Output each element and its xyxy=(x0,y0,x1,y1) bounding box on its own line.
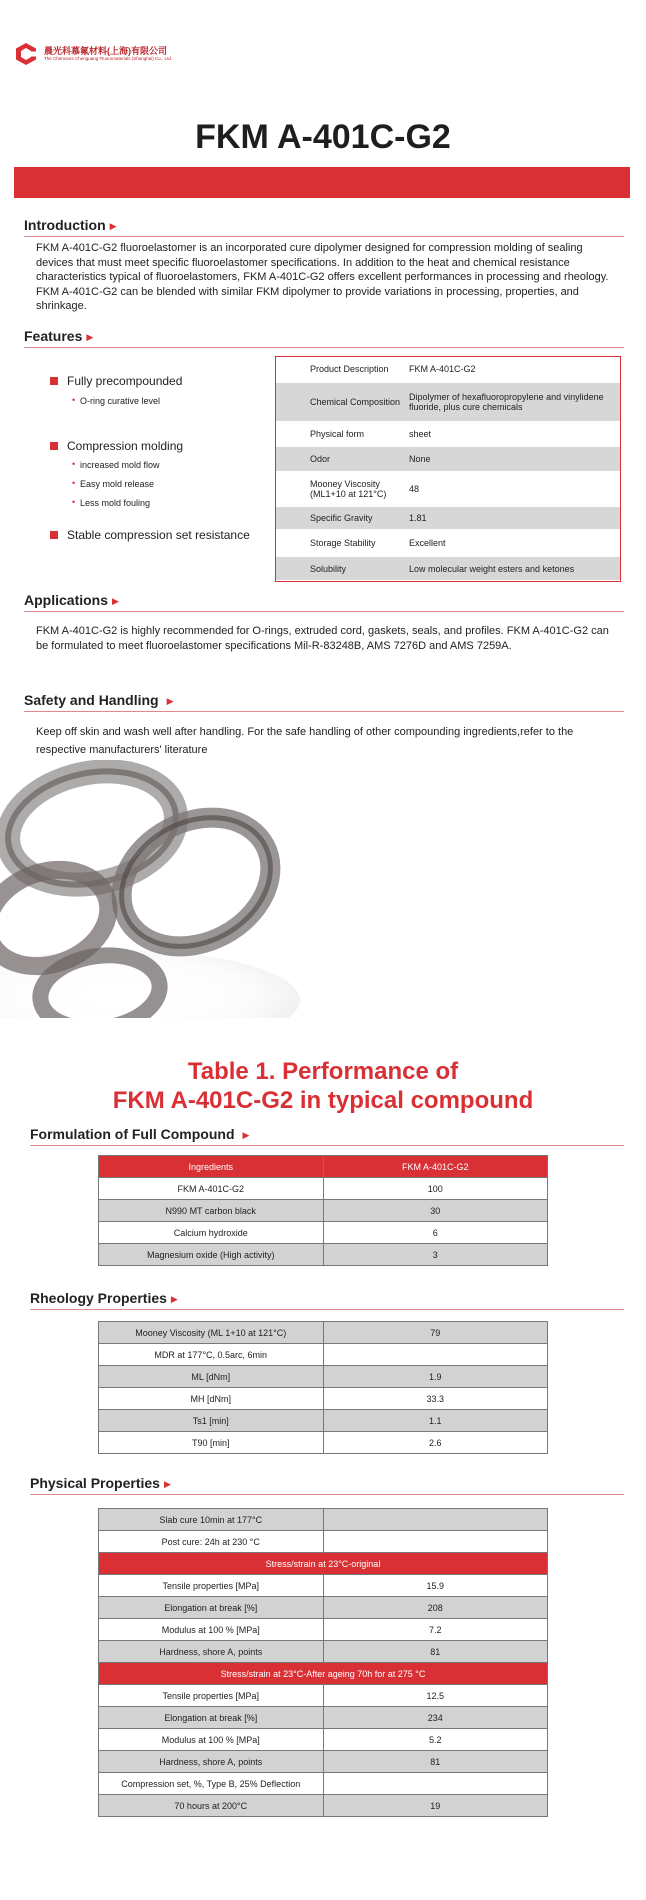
feature-subitem: • Easy mold release xyxy=(50,479,270,489)
rheology-table xyxy=(98,1321,548,1454)
formulation-heading: Formulation of Full Compound ▶ xyxy=(30,1126,624,1146)
physical-table xyxy=(98,1508,548,1817)
table-row: Magnesium oxide (High activity) 3 xyxy=(99,1244,548,1266)
introduction-text: FKM A-401C-G2 fluoroelastomer is an incorporated cure dipolymer designed for compression molding of sealing devices that must meet specific fluoroelastomer specifications. In addition to the heat and chemical resistance characteristics typical of fluoroelastomers, FKM A-401C-G2 offers excellent performances in processing and rheology. FKM A-401C-G2 can be blended with similar FKM dipolymer to provide variations in processing, properties, and shrinkage. xyxy=(36,242,609,312)
table-row: 70 hours at 200°C 19 xyxy=(99,1795,548,1817)
table-row: Slab cure 10min at 177°C xyxy=(99,1509,548,1531)
table-row: N990 MT carbon black 30 xyxy=(99,1200,548,1222)
table1-title: Table 1. Performance of FKM A-401C-G2 in typical compound xyxy=(112,1058,534,1114)
table-band-row: Stress/strain at 23°C-After ageing 70h for at 275 °C xyxy=(99,1663,548,1685)
table-band-row: Stress/strain at 23°C-original xyxy=(99,1553,548,1575)
table-row: Elongation at break [%] 234 xyxy=(99,1707,548,1729)
table-row: Modulus at 100 % [MPa] 5.2 xyxy=(99,1729,548,1751)
triangle-right-icon: ▶ xyxy=(109,221,117,231)
table-row: Modulus at 100 % [MPa] 7.2 xyxy=(99,1619,548,1641)
triangle-right-icon: ▶ xyxy=(86,332,94,342)
feature-item: Stable compression set resistance xyxy=(50,528,270,542)
hexagon-logo-icon xyxy=(14,42,38,66)
table-row: Compression set, %, Type B, 25% Deflection xyxy=(99,1773,548,1795)
table-row: ML [dNm] 1.9 xyxy=(99,1366,548,1388)
company-name-cn: 晨光科慕氟材料(上海)有限公司 xyxy=(44,46,167,56)
product-row: Odor None xyxy=(276,447,620,473)
formulation-table xyxy=(98,1155,548,1266)
safety-text: Keep off skin and wash well after handling. For the safe handling of other compounding ingredients,refer to the respective manufacturers' literature xyxy=(36,726,574,756)
company-name-en: The Chemours Chenguang Fluoromaterials (Shanghai) Co., Ltd. xyxy=(44,56,173,61)
product-row: Chemical Composition Dipolymer of hexafluoropropylene and vinylidene fluoride, plus cure chemicals xyxy=(276,383,620,423)
table-row: MH [dNm] 33.3 xyxy=(99,1388,548,1410)
title-band xyxy=(14,167,630,198)
triangle-right-icon: ▶ xyxy=(163,1479,171,1489)
bullet-square-icon xyxy=(50,442,58,450)
table-row: Tensile properties [MPa] 12.5 xyxy=(99,1685,548,1707)
product-row: Product Description FKM A-401C-G2 xyxy=(276,357,620,383)
table-header-row: Ingredients FKM A-401C-G2 xyxy=(99,1156,548,1178)
features-list xyxy=(50,374,270,542)
safety-heading: Safety and Handling ▶ xyxy=(24,692,624,712)
table-row: MDR at 177°C, 0.5arc, 6min xyxy=(99,1344,548,1366)
introduction-heading: Introduction ▶ xyxy=(24,217,624,237)
physical-heading: Physical Properties ▶ xyxy=(30,1475,624,1495)
table-row: FKM A-401C-G2 100 xyxy=(99,1178,548,1200)
bullet-square-icon xyxy=(50,377,58,385)
table-row: T90 [min] 2.6 xyxy=(99,1432,548,1454)
table-row: Elongation at break [%] 208 xyxy=(99,1597,548,1619)
page-title: FKM A-401C-G2 xyxy=(195,118,451,156)
table-row: Hardness, shore A, points 81 xyxy=(99,1641,548,1663)
product-row: Storage Stability Excellent xyxy=(276,531,620,557)
table-row: Post cure: 24h at 230 °C xyxy=(99,1531,548,1553)
product-info-table xyxy=(275,356,621,582)
table-row: Hardness, shore A, points 81 xyxy=(99,1751,548,1773)
table-row: Ts1 [min] 1.1 xyxy=(99,1410,548,1432)
product-row: Mooney Viscosity (ML1+10 at 121°C) 48 xyxy=(276,473,620,507)
product-row: Physical form sheet xyxy=(276,423,620,447)
triangle-right-icon: ▶ xyxy=(166,696,174,706)
table-row: Calcium hydroxide 6 xyxy=(99,1222,548,1244)
bullet-square-icon xyxy=(50,531,58,539)
company-logo xyxy=(14,42,172,66)
feature-subitem: • increased mold flow xyxy=(50,460,270,470)
product-row: Solubility Low molecular weight esters and ketones xyxy=(276,557,620,580)
feature-item: Compression molding xyxy=(50,439,270,453)
applications-text: FKM A-401C-G2 is highly recommended for O-rings, extruded cord, gaskets, seals, and profiles. FKM A-401C-G2 can be formulated to meet fluoroelastomer specifications Mil-R-83248B, AMS 7276D and AMS 7259A. xyxy=(36,625,609,652)
table-row: Mooney Viscosity (ML 1+10 at 121°C) 79 xyxy=(99,1322,548,1344)
table-row: Tensile properties [MPa] 15.9 xyxy=(99,1575,548,1597)
triangle-right-icon: ▶ xyxy=(112,596,119,606)
feature-subitem: • O-ring curative level xyxy=(50,396,270,406)
features-heading: Features ▶ xyxy=(24,328,624,348)
feature-subitem: • Less mold fouling xyxy=(50,498,270,508)
seal-rings-image xyxy=(0,760,300,1018)
product-row: Specific Gravity 1.81 xyxy=(276,507,620,531)
triangle-right-icon: ▶ xyxy=(170,1294,178,1304)
triangle-right-icon: ▶ xyxy=(242,1130,250,1140)
applications-heading: Applications ▶ xyxy=(24,592,624,612)
rheology-heading: Rheology Properties ▶ xyxy=(30,1290,624,1310)
feature-item: Fully precompounded xyxy=(50,374,270,388)
